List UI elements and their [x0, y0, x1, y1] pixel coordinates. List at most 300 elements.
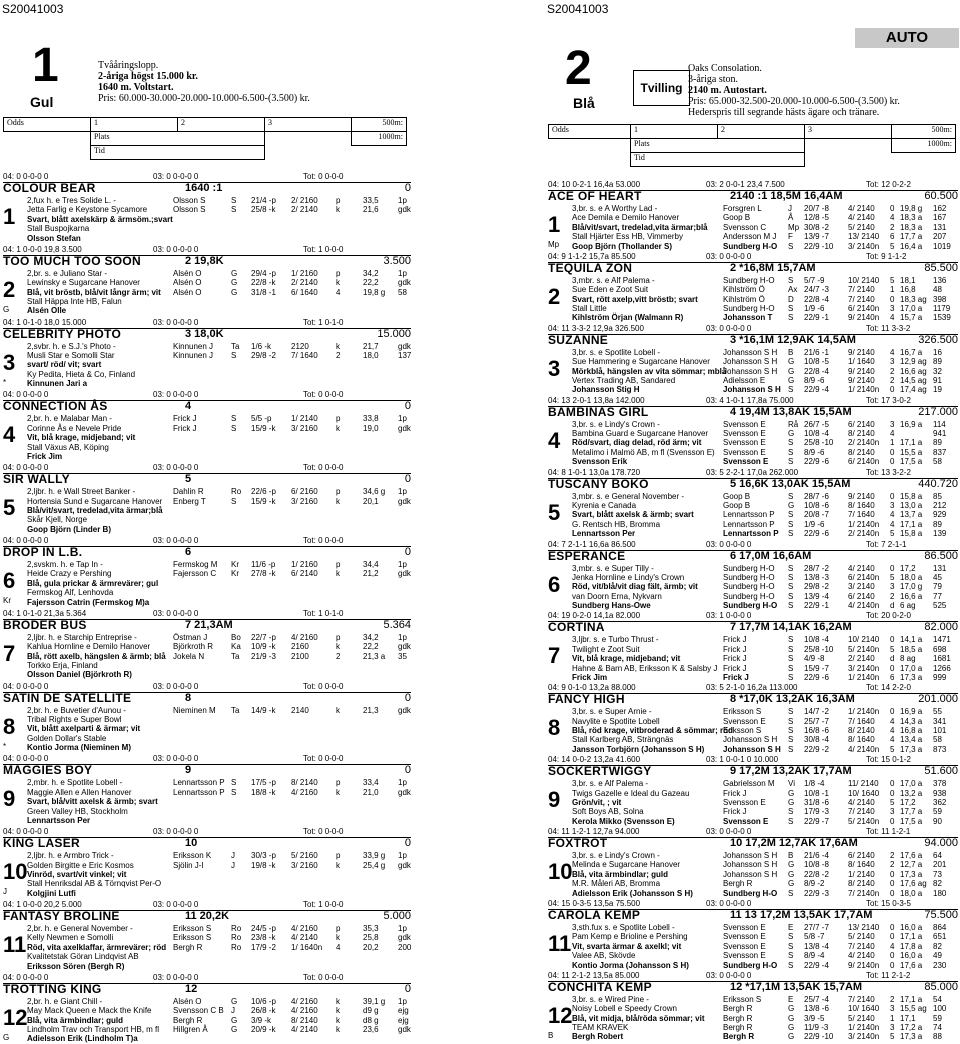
past-start-cell: 17/9 -3: [804, 807, 829, 817]
horse-info-line: [3, 642, 411, 651]
past-start-cell: 7/ 2140n: [848, 888, 880, 898]
past-start-cell: S: [788, 304, 794, 314]
past-start-cell: 2140: [291, 705, 309, 715]
past-start-cell: 1/ 2140n: [848, 385, 880, 395]
horse-name: BAMBINAS GIRL: [548, 404, 649, 419]
past-start-cell: Johansson S H: [723, 347, 778, 357]
horse-info-text: 2,br. h. e Giant Chill -: [27, 996, 103, 1006]
record-stat: 04: 0 0-0-0 0: [3, 681, 49, 691]
horse-info-line: [3, 269, 411, 278]
past-start-cell: Björkroth R: [173, 642, 214, 652]
past-start-cell: B: [788, 347, 794, 357]
horse-info-text: 3,mbr. s. e Super Tilly -: [572, 563, 654, 573]
past-start-cell: 8/9 -6: [804, 375, 825, 385]
horse-name: TEQUILA ZON: [548, 260, 633, 275]
past-start-cell: 10/6 -p: [251, 996, 276, 1006]
horse-name: SOCKERTWIGGY: [548, 764, 652, 779]
horse-prize-money: 85.500: [924, 261, 958, 274]
past-start-cell: 10/8 -5: [804, 357, 829, 367]
past-start-cell: 7/ 2140: [848, 285, 875, 295]
horse-info-line: [3, 487, 411, 496]
horse-info-text: Blå, vita ärmbindlar; guld: [572, 869, 669, 879]
past-start-cell: 8/9 -6: [804, 447, 825, 457]
past-start-cell: k: [336, 1015, 340, 1025]
past-start-cell: 22/9 -10: [804, 241, 834, 251]
past-start-cell: 101: [933, 726, 947, 736]
past-start-cell: 1/8 -4: [804, 779, 825, 789]
past-start-cell: E: [788, 994, 794, 1004]
past-start-cell: p: [336, 851, 341, 861]
horse-info-line: [3, 306, 411, 315]
past-start-cell: gdk: [398, 1024, 411, 1034]
past-start-cell: Ta: [231, 705, 240, 715]
past-start-cell: 0: [890, 879, 895, 889]
past-start-cell: S: [788, 563, 794, 573]
horse-info-text: Adielsson Erik (Lindholm T)a: [27, 1034, 138, 1044]
horse-start-spec: 6: [185, 546, 192, 558]
past-start-cell: 4: [890, 716, 895, 726]
past-start-cell: 16,8 a: [900, 726, 923, 736]
past-start-cell: k: [336, 341, 340, 351]
horse-info-text: Soft Boys AB, Solna: [572, 807, 644, 817]
past-start-cell: 30/8 -4: [804, 735, 829, 745]
record-stat: 04: 0 0-0-0 0: [3, 172, 49, 181]
past-start-cell: 17,8 a: [900, 941, 923, 951]
past-start-cell: 0: [890, 932, 895, 942]
horse-title-line: [3, 765, 411, 778]
record-stat: 04: 11 3-3-2 12,9a 326.500: [548, 323, 644, 333]
horse-start-spec: 8: [185, 691, 192, 704]
horse-info-line: [548, 860, 958, 869]
shoe-marker: Kr: [3, 596, 11, 605]
past-start-cell: 5: [890, 744, 895, 754]
past-start-cell: 17/5 -p: [251, 778, 276, 788]
horse-prize-money: 0: [404, 982, 411, 995]
horse-name: SUZANNE: [548, 332, 609, 347]
horse-info-text: Hortensia Sund e Sugarcane Hanover: [27, 496, 163, 506]
horse-info-line: [3, 724, 411, 733]
past-start-cell: Johansson S H: [723, 860, 778, 870]
past-start-cell: 1179: [933, 304, 951, 314]
horse-title-line: [548, 979, 958, 995]
record-stat: 03: 0 0-0-0 0: [153, 536, 199, 545]
horse-info-line: [3, 797, 411, 806]
record-stat: Tot: 7 2-1-1: [866, 539, 907, 549]
past-start-cell: Frick J: [723, 635, 747, 645]
past-start-cell: S: [788, 951, 794, 961]
horse-start-spec: 12 *17,1M 13,5AK 15,7AM: [730, 980, 863, 993]
record-stat: 03: 0 0-0-0 0: [706, 899, 752, 908]
past-start-cell: 1/ 2160: [291, 560, 318, 569]
past-start-cell: 18,3 a: [900, 222, 923, 232]
record-stat: 03: 0 0-0-0 0: [153, 244, 199, 254]
past-start-cell: Bergh R: [173, 942, 203, 952]
past-start-cell: Olsson S: [173, 196, 206, 205]
race-2-column: [545, 0, 960, 1042]
horse-title-line: [3, 690, 411, 706]
past-start-cell: Gabrielsson M: [723, 779, 775, 789]
horse-prize-money: 51.600: [924, 765, 958, 778]
past-start-cell: Dahlin R: [173, 487, 204, 497]
past-start-cell: 1p: [398, 414, 407, 424]
horse-info-text: Ace Demila e Demilo Hanover: [572, 213, 680, 223]
horse-start-spec: 10: [185, 837, 198, 850]
past-start-cell: 25,4 g: [363, 860, 386, 870]
odds-500m: 500m:: [892, 125, 956, 139]
horse-info-line: [548, 1014, 958, 1023]
past-start-cell: 18,3 ag: [900, 294, 927, 304]
horse-name: COLOUR BEAR: [3, 181, 96, 195]
past-start-cell: 0: [890, 779, 895, 789]
past-start-cell: 17,2: [900, 797, 916, 807]
horse-info-text: Green Valley HB, Stockholm: [27, 806, 128, 816]
record-stat: 03: 0 0-0-0 0: [153, 463, 199, 473]
horse-info-text: 3,br. s. e Lindy's Crown -: [572, 851, 660, 861]
past-start-cell: 2120: [291, 341, 309, 351]
horse-info-line: [548, 1032, 958, 1041]
past-start-cell: 8/ 2140: [848, 447, 875, 457]
past-start-cell: Ax: [788, 285, 798, 295]
horse-info-line: [3, 943, 411, 952]
past-start-cell: 4/ 2160: [291, 924, 318, 933]
record-stat: Tot: 0 0-0-0: [303, 172, 344, 181]
start-number: 5: [548, 499, 561, 525]
past-start-cell: 3: [890, 1004, 895, 1014]
record-stat: 03: 0 0-0-0 0: [706, 827, 752, 837]
horse-prize-money: 440.720: [918, 477, 958, 490]
past-start-cell: 4/ 2160: [291, 787, 318, 797]
past-start-cell: 15,5 a: [900, 447, 923, 457]
past-start-cell: S: [788, 572, 794, 582]
record-stat: 04: 0 0-0-0 0: [3, 754, 49, 764]
past-start-cell: 10/8 -4: [804, 635, 829, 645]
horse-info-text: Lennartsson Per: [572, 529, 636, 539]
horse-info-text: Svensson Erik: [572, 457, 628, 467]
horse-info-text: Johansson Stig H: [572, 385, 640, 395]
horse-info-text: Ky Pedita, Hieta & Co, Finland: [27, 369, 136, 379]
horse-info-text: Blå/vit/svart, tredelad,vita ärmar;blå: [27, 505, 163, 515]
past-start-cell: Frick J: [173, 423, 197, 433]
horse-info-line: [548, 951, 958, 960]
horse-info-line: [548, 510, 958, 519]
race-info-line: Pris: 60.000-30.000-20.000-10.000-6.500-(3.500) kr.: [98, 93, 310, 104]
horse-info-text: Maggie Allen e Allen Hanover: [27, 787, 132, 797]
horse-info-text: 3,br. s. e Alf Palema -: [572, 779, 649, 789]
horse-info-text: 3,sth.fux s. e Spotlite Lobell -: [572, 923, 675, 932]
past-start-cell: 3/ 2160: [291, 860, 318, 870]
odds-1000m: 1000m:: [352, 132, 407, 146]
horse-info-text: Hahne & Barn AB, Eriksson K & Salsby J: [572, 663, 718, 673]
past-start-cell: 13,2 a: [900, 788, 923, 798]
horse-info-line: [3, 588, 411, 597]
past-start-cell: 1/ 2160: [291, 268, 318, 278]
horse-entry: [3, 318, 411, 389]
start-number: 2: [3, 276, 16, 302]
past-start-cell: 7/ 2140: [848, 994, 875, 1004]
past-start-cell: 2/ 2140n: [848, 529, 880, 539]
horse-info-text: Musli Star e Somolli Star: [27, 350, 115, 360]
past-start-cell: Kr: [231, 569, 239, 579]
past-start-cell: 22/9 -10: [804, 1032, 834, 1042]
past-start-cell: 58: [933, 735, 942, 745]
past-start-cell: 5/ 2140: [848, 1013, 875, 1023]
record-stat: Tot: 17 3-0-2: [866, 395, 911, 405]
horse-start-spec: 7 17,7M 14,1AK 16,2AM: [730, 621, 852, 634]
past-start-cell: 6: [890, 232, 895, 242]
horse-info-line: [3, 962, 411, 971]
horse-info-text: Blå, vit midja, blå/röda sömmar; vit: [572, 1013, 705, 1023]
past-start-cell: 16,9 a: [900, 419, 923, 429]
horse-entry: [3, 536, 411, 607]
past-start-cell: 0: [890, 635, 895, 645]
past-start-cell: 33,9 g: [363, 851, 386, 861]
past-start-cell: E: [788, 923, 794, 932]
past-start-cell: F: [788, 232, 793, 242]
odds-tid: Tid: [91, 146, 265, 160]
past-start-cell: Sjölin J-I: [173, 860, 204, 870]
past-start-cell: 85: [933, 491, 942, 501]
horse-title-line: [3, 617, 411, 633]
record-stat: Tot: 15 0-3-5: [866, 899, 911, 908]
horse-info-line: [548, 817, 958, 826]
record-stat: Tot: 0 0-0-0: [303, 972, 344, 982]
past-start-cell: 90: [933, 816, 942, 826]
past-start-cell: G: [231, 278, 238, 288]
past-start-cell: Ro: [231, 942, 242, 952]
past-start-cell: Frick J: [723, 807, 747, 817]
horse-info-line: [3, 278, 411, 287]
past-start-cell: 1266: [933, 663, 951, 673]
horse-start-spec: 10 17,2M 12,7AK 17,6AM: [730, 837, 858, 850]
past-start-cell: 89: [933, 519, 942, 529]
record-stat: 04: 9 1-1-2 15,7a 85.500: [548, 251, 636, 261]
past-start-cell: 27/7 -7: [804, 923, 829, 932]
past-start-cell: 16/8 -6: [804, 726, 829, 736]
past-start-cell: S: [231, 350, 237, 360]
horse-title-line: [548, 622, 958, 635]
past-start-cell: 137: [398, 350, 412, 360]
past-start-cell: 1p: [398, 851, 407, 861]
past-start-cell: 88: [933, 1032, 942, 1042]
past-start-cell: 48: [933, 285, 942, 295]
horse-info-line: [3, 525, 411, 534]
horse-title-line: [548, 191, 958, 204]
past-start-cell: 8/ 1640: [848, 860, 875, 870]
horse-info-text: 3,ljbr. s. e Turbo Thrust -: [572, 635, 659, 645]
shoe-marker: *: [3, 741, 7, 751]
past-start-cell: 17,6 ag: [900, 879, 927, 889]
horse-info-line: [548, 879, 958, 888]
past-start-cell: G: [788, 429, 795, 439]
past-start-cell: 4/ 2140: [291, 1024, 318, 1034]
past-start-cell: Bergh R: [723, 1004, 753, 1014]
past-start-cell: 14,1 a: [900, 635, 923, 645]
past-start-cell: G: [788, 1004, 795, 1014]
record-stat: 04: 1 0-0-0 19,8 3.500: [3, 244, 82, 254]
horse-info-line: [548, 232, 958, 241]
horse-info-line: [3, 506, 411, 515]
past-start-cell: Andersson M J: [723, 232, 777, 242]
start-number: 3: [3, 349, 16, 375]
past-start-cell: k: [336, 278, 340, 288]
past-start-cell: 16: [933, 347, 942, 357]
past-start-cell: 5: [890, 241, 895, 251]
past-start-cell: Goop B: [723, 213, 751, 223]
horse-info-line: [3, 807, 411, 816]
horse-info-text: 2,br. h. e General November -: [27, 924, 133, 933]
horse-name: CORTINA: [548, 620, 605, 635]
past-start-cell: 13/8 -6: [804, 1004, 829, 1014]
past-start-cell: 21,6: [363, 205, 379, 215]
horse-info-text: 2,br. s. e Juliano Star -: [27, 268, 108, 278]
past-start-cell: 17,2 a: [900, 1023, 923, 1033]
record-stat: Tot: 1 0-0-0: [303, 900, 344, 909]
horse-info-text: Mörkblå, hängslen av vita sömmar; mblå: [572, 366, 727, 376]
race-info-line: Pris: 65.000-32.500-20.000-10.000-6.500-(3.500) kr.: [688, 96, 900, 107]
past-start-cell: Mp: [788, 222, 800, 232]
horse-info-line: [3, 706, 411, 715]
past-start-cell: 19,8 g: [363, 287, 386, 297]
horse-start-spec: 8 *17,0K 13,2AK 16,3AM: [730, 693, 855, 706]
past-start-cell: G: [788, 357, 795, 367]
past-start-cell: 1/ 2140n: [848, 707, 880, 717]
horse-info-line: [548, 357, 958, 366]
horse-info-line: [548, 573, 958, 582]
past-start-cell: B: [788, 851, 794, 861]
past-start-cell: 21/9 -3: [251, 651, 276, 661]
odds-500m: 500m:: [352, 118, 407, 132]
past-start-cell: 4: [336, 287, 341, 297]
past-start-cell: 17,1 a: [900, 438, 923, 448]
past-start-cell: 0: [890, 816, 895, 826]
horse-info-text: Golden Dollar's Stable: [27, 733, 107, 743]
past-start-cell: 4/ 2140: [848, 797, 875, 807]
horse-name: SATIN DE SATELLITE: [3, 690, 132, 705]
horse-prize-money: 15.000: [377, 327, 411, 340]
record-stat: Tot: 1 0-1-0: [303, 608, 344, 618]
horse-info-line: [3, 861, 411, 870]
record-stat: Tot: 9 1-1-2: [866, 251, 907, 261]
horse-info-line: [3, 569, 411, 578]
horse-info-text: 2,ljbr. h. e Wall Street Banker -: [27, 487, 136, 497]
horse-info-line: [3, 743, 411, 752]
odds-cell-3: 3: [265, 118, 352, 132]
horse-info-line: [548, 385, 958, 394]
horse-info-text: Lewinsky e Sugarcane Hanover: [27, 278, 140, 288]
horse-name: TUSCANY BOKO: [548, 476, 649, 491]
horse-info-line: [3, 351, 411, 360]
odds-plats: Plats: [91, 132, 265, 146]
start-number: 8: [3, 713, 16, 739]
past-start-cell: 21,2: [363, 569, 379, 579]
horse-info-text: Svart, blått axelsk & ärmb; svart: [572, 510, 694, 520]
past-start-cell: 1p: [398, 268, 407, 278]
past-start-cell: 22/9 -2: [804, 744, 829, 754]
horse-info-line: [548, 1023, 958, 1032]
record-stat: 04: 1 0-0-0 20,2 5.000: [3, 900, 82, 909]
horse-info-text: Valee AB, Skövde: [572, 951, 636, 961]
past-start-cell: 4: [890, 941, 895, 951]
start-number: 10: [548, 859, 573, 885]
past-start-cell: J: [231, 860, 235, 870]
past-start-cell: Sundberg H-O: [723, 591, 775, 601]
record-stat: 04: 1 0-1-0 18,0 15.000: [3, 317, 87, 327]
past-start-cell: k: [336, 642, 340, 652]
start-number: 9: [3, 786, 16, 812]
horse-prize-money: 5.364: [383, 618, 411, 631]
past-start-cell: S: [231, 423, 237, 433]
past-start-cell: Sundberg H-O: [723, 275, 775, 285]
past-start-cell: 20,2: [363, 942, 379, 952]
record-stat: 04: 0 0-0-0 0: [3, 827, 49, 837]
past-start-cell: 18,0 a: [900, 888, 923, 898]
past-start-cell: 22/9 -1: [804, 601, 829, 611]
past-start-cell: 200: [398, 942, 412, 952]
race-info-line: Oaks Consolation.: [688, 63, 762, 74]
past-start-cell: 0: [890, 951, 895, 961]
past-start-cell: 11/9 -3: [804, 1023, 829, 1033]
past-start-cell: 3/ 2140: [848, 582, 875, 592]
past-start-cell: S: [788, 519, 794, 529]
past-start-cell: Svensson E: [723, 951, 766, 961]
past-start-cell: 1/ 1640: [848, 357, 875, 367]
past-start-cell: 12,7 a: [900, 860, 923, 870]
past-start-cell: S: [231, 196, 237, 205]
record-stat: Tot: 15 0-1-2: [866, 755, 911, 765]
record-stat: Tot: 1 0-1-0: [303, 317, 344, 327]
past-start-cell: 17/9 -2: [251, 942, 276, 952]
past-start-cell: Goop B: [723, 491, 751, 501]
horse-info-text: Tribal Rights e Super Bowl: [27, 714, 122, 724]
horse-info-text: Röd, vit/blå/vit diag fält, ärmb; vit: [572, 582, 698, 592]
horse-name: CONCHITA KEMP: [548, 979, 652, 994]
record-stat: 03: 5 2-2-1 17,0a 262.000: [706, 467, 799, 477]
past-start-cell: 22/9 -6: [804, 457, 829, 467]
past-start-cell: 2/ 2160: [291, 196, 318, 205]
past-start-cell: Kinnunen J: [173, 350, 214, 360]
past-start-cell: Sundberg H-O: [723, 572, 775, 582]
past-start-cell: Eriksson S: [173, 933, 212, 943]
horse-info-text: Kvalitetstak Göran Lindqvist AB: [27, 952, 139, 962]
past-start-cell: G: [788, 879, 795, 889]
past-start-cell: 4/ 2140n: [848, 744, 880, 754]
past-start-cell: 2/ 2140n: [848, 438, 880, 448]
horse-info-text: Pam Kemp e Brioline e Pershing: [572, 932, 688, 942]
past-start-cell: 1/ 2140n: [848, 1023, 880, 1033]
past-start-cell: Alsén O: [173, 287, 202, 297]
horse-info-line: [3, 215, 411, 224]
past-start-cell: 8/ 2140: [848, 429, 875, 439]
record-stat: 04: 0 0-0-0 0: [3, 972, 49, 982]
horse-info-text: Kahlua Hornline e Demilo Hanover: [27, 642, 151, 652]
past-start-cell: 4/ 2140: [848, 951, 875, 961]
horse-info-line: [3, 1006, 411, 1015]
horse-prize-money: 82.000: [924, 621, 958, 634]
horse-info-text: TEAM KRAVEK: [572, 1023, 629, 1033]
past-start-cell: 18,0 a: [900, 572, 923, 582]
past-start-cell: Bergh R: [723, 1032, 755, 1042]
past-start-cell: S: [788, 888, 794, 898]
past-start-cell: 22/9 -1: [804, 313, 829, 323]
past-start-cell: 15/9 -k: [251, 496, 276, 506]
past-start-cell: Lennartsson P: [723, 510, 775, 520]
past-start-cell: p: [336, 414, 341, 424]
record-stat: 04: 13 2-0-1 13,8a 142.000: [548, 395, 645, 405]
horse-entry: [548, 899, 958, 970]
past-start-cell: 9/ 2140n: [848, 313, 880, 323]
past-start-cell: 1p: [398, 996, 407, 1006]
past-start-cell: 17,3 a: [900, 672, 923, 682]
